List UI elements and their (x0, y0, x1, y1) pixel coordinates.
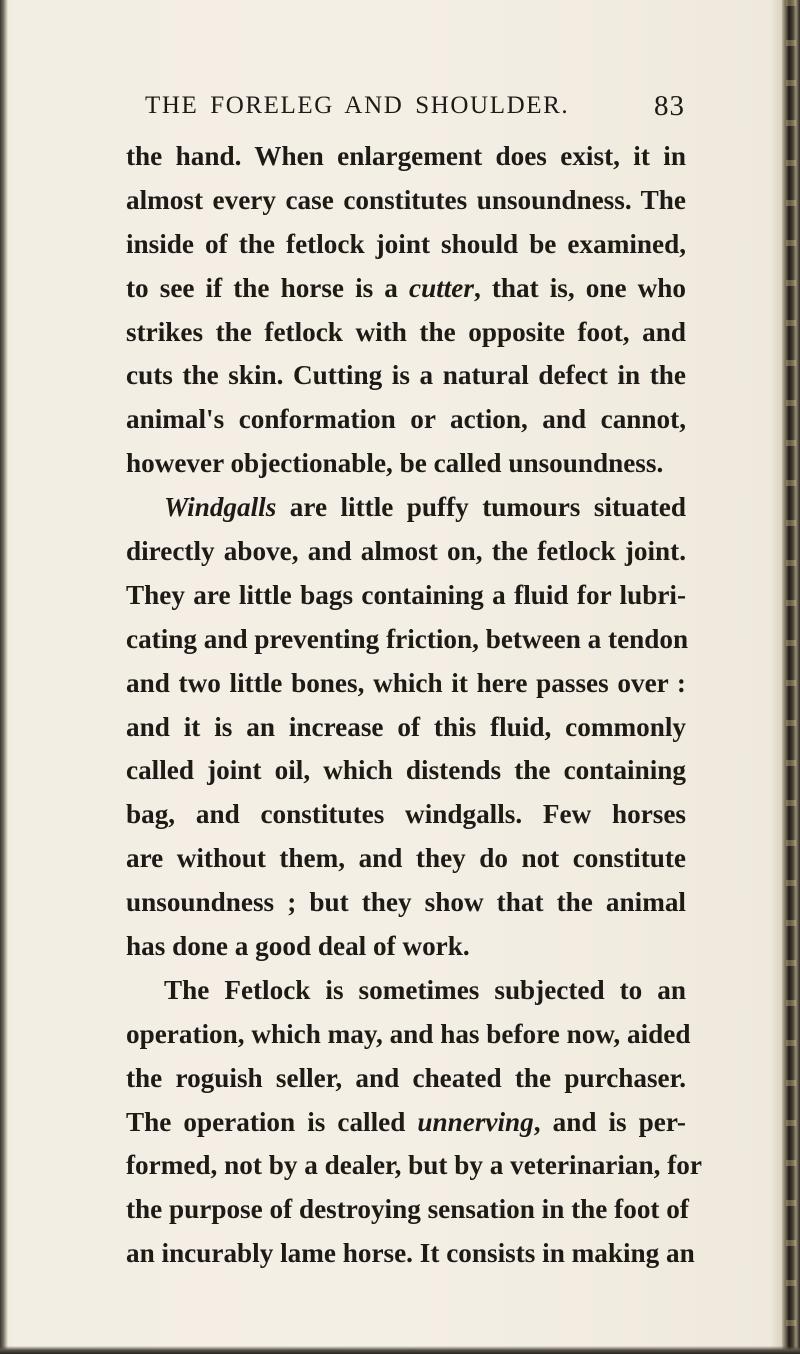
text-line: and two little bones, which it here passes over : (126, 667, 686, 698)
page-header (145, 92, 685, 132)
text-line: inside of the fetlock joint should be examined, (126, 228, 686, 259)
running-head: THE FORELEG AND SHOULDER. (145, 92, 570, 119)
page-number: 83 (654, 90, 685, 122)
text-line: the hand. When enlargement does exist, it in (126, 141, 686, 171)
text-line: animal's conformation or action, and cannot, (126, 404, 686, 435)
page-bottom-edge-shadow (0, 1346, 800, 1354)
text-line: to see if the horse is a cutter, that is, one who (126, 272, 686, 303)
text-line: bag, and constitutes windgalls. Few horses (126, 799, 686, 830)
text-line: The operation is called unnerving, and is per- (126, 1106, 686, 1137)
text-line: the purpose of destroying sensation in the foot of (126, 1194, 689, 1225)
text-line: They are little bags containing a fluid for lubri- (126, 579, 686, 610)
paragraph-start-line: Windgalls are little puffy tumours situated (164, 492, 686, 523)
text-line: and it is an increase of this fluid, commonly (126, 711, 686, 742)
italic-term-unnerving: unnerving (417, 1106, 534, 1137)
text-line: an incurably lame horse. It consists in making an (126, 1238, 695, 1269)
text-line: has done a good deal of work. (126, 931, 470, 962)
text-line: are without them, and they do not constitute (126, 843, 686, 874)
text-line: formed, not by a dealer, but by a veterinarian, for (126, 1150, 702, 1181)
text-line: the roguish seller, and cheated the purchaser. (126, 1062, 686, 1093)
paragraph-start-line: The Fetlock is sometimes subjected to an (164, 974, 686, 1005)
text-line: almost every case constitutes unsoundness. The (126, 184, 686, 215)
italic-term-cutter: cutter (409, 272, 474, 303)
text-line: cating and preventing friction, between a tendon (126, 623, 689, 654)
text-line: however objectionable, be called unsoundness. (126, 448, 664, 479)
italic-term-windgalls: Windgalls (164, 492, 277, 523)
text-line: called joint oil, which distends the containing (126, 755, 686, 786)
page-left-edge-shadow (0, 0, 8, 1354)
spine-foxing (786, 0, 796, 1354)
body-text (126, 135, 702, 1276)
text-line: unsoundness ; but they show that the animal (126, 887, 686, 918)
text-line: cuts the skin. Cutting is a natural defect in the (126, 360, 686, 391)
text-line: operation, which may, and has before now, aided (126, 1018, 691, 1049)
text-line: strikes the fetlock with the opposite foot, and (126, 316, 686, 347)
text-line: directly above, and almost on, the fetlock joint. (126, 536, 686, 567)
